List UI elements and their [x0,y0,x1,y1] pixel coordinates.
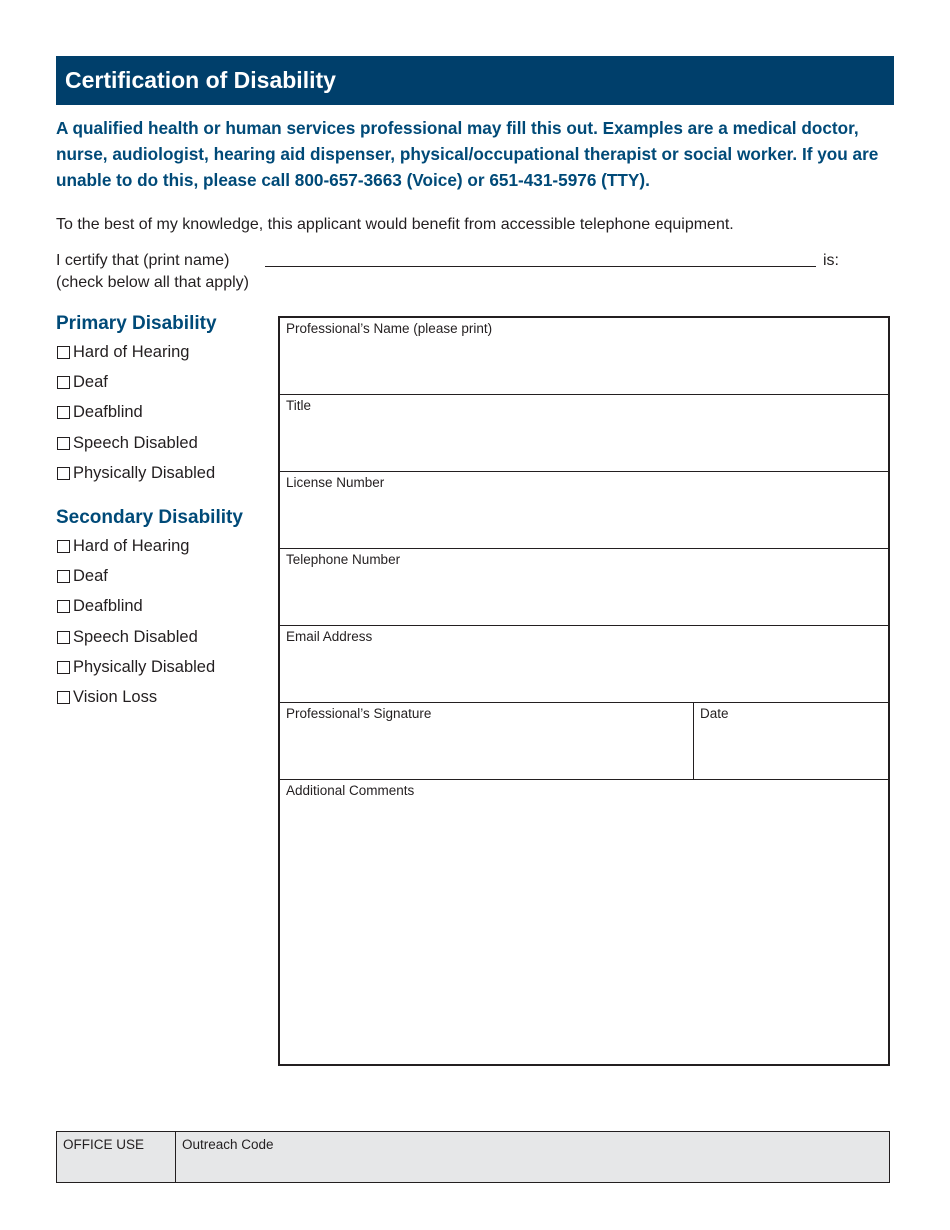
primary-disability-list [57,342,215,493]
print-name-field[interactable] [265,266,816,267]
checkbox-item[interactable] [57,657,215,687]
checkbox-label: Speech Disabled [73,627,198,646]
checkbox-item[interactable] [57,463,215,493]
telephone-number-field[interactable] [280,549,888,626]
checkbox-label: Physically Disabled [73,463,216,482]
certify-row [56,249,846,273]
checkbox-label: Deaf [73,373,108,392]
title-field[interactable] [280,395,888,472]
checkbox-label: Deaf [73,567,108,586]
checkbox-item[interactable] [57,687,215,717]
field-label: License Number [286,475,385,490]
checkbox[interactable] [57,661,70,674]
checkbox-item[interactable] [57,433,215,463]
checkbox-label: Vision Loss [73,687,158,706]
checkbox[interactable] [57,691,70,704]
checkbox[interactable] [57,376,70,389]
certify-suffix: is: [823,252,839,269]
intro-text: A qualified health or human services professional may fill this out. Examples are a medical doctor, nurse, audiologist, hearing aid dispenser, physical/occupational therapist or social worker. If you are unable to do this, please call 800-657-3663 (Voice) or 651-431-5976 (TTY). [56,118,879,190]
certify-label: I certify that (print name) [56,252,230,269]
checkbox[interactable] [57,467,70,480]
checkbox[interactable] [57,406,70,419]
license-number-field[interactable] [280,472,888,549]
secondary-disability-heading: Secondary Disability [56,507,243,528]
professional-name-field[interactable] [280,318,888,395]
field-label: Telephone Number [286,552,401,567]
checkbox-label: Hard of Hearing [73,343,190,361]
additional-comments-field[interactable] [280,780,888,1064]
field-label: Professional’s Name (please print) [286,321,493,336]
checkbox-label: Physically Disabled [73,657,216,676]
checkbox[interactable] [57,600,70,613]
page-title: Certification of Disability [56,56,894,105]
checkbox-item[interactable] [57,402,215,432]
checkbox[interactable] [57,631,70,644]
checkbox[interactable] [57,570,70,583]
field-label: Professional’s Signature [286,706,432,721]
checkbox[interactable] [57,540,70,553]
primary-disability-heading: Primary Disability [56,313,217,334]
statement-text: To the best of my knowledge, this applicant would benefit from accessible telephone equipment. [56,216,734,233]
field-label: Additional Comments [286,783,415,798]
email-address-field[interactable] [280,626,888,703]
professional-info-table [278,316,890,1066]
checkbox-item[interactable] [57,342,215,372]
field-label: Date [700,706,729,721]
field-label: Email Address [286,629,373,644]
checkbox-item[interactable] [57,627,215,657]
outreach-code-field[interactable] [176,1132,889,1182]
signature-field[interactable] [280,703,694,780]
checkbox-label: Deafblind [73,597,143,616]
field-label: Outreach Code [182,1137,274,1152]
checkbox-item[interactable] [57,596,215,626]
office-use-table [56,1131,890,1183]
date-field[interactable] [694,703,888,780]
check-note: (check below all that apply) [56,274,249,291]
office-use-label: OFFICE USE [57,1132,176,1182]
checkbox-label: Hard of Hearing [73,537,190,555]
checkbox-item[interactable] [57,566,215,596]
field-label: Title [286,398,312,413]
checkbox-label: Deafblind [73,403,143,422]
checkbox-item[interactable] [57,536,215,566]
checkbox[interactable] [57,346,70,359]
checkbox-item[interactable] [57,372,215,402]
secondary-disability-list [57,536,215,717]
checkbox[interactable] [57,437,70,450]
checkbox-label: Speech Disabled [73,433,198,452]
